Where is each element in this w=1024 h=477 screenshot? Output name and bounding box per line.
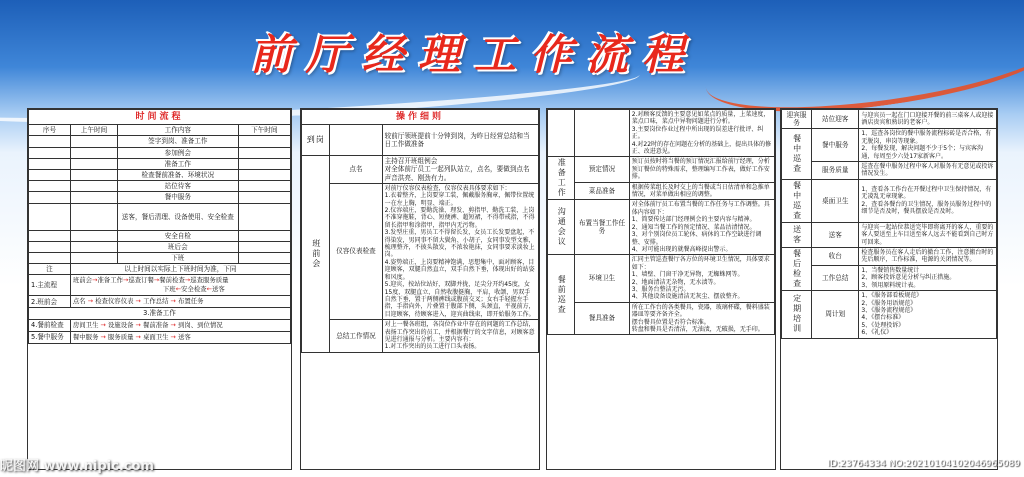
table-row — [29, 158, 291, 169]
flow2-label: 2.班前会 — [29, 296, 71, 308]
table-row — [29, 170, 291, 181]
tableware-label: 餐具准备 — [575, 302, 629, 335]
assign-tasks-text: 对全体前厅员工布置当餐的工作任务与工作调整。具体内容如下： 1、简要传达部门经理例会的主要内容与精神。 2、通知当餐工作的预定情况、菜品沽清情况。 3、对个别岗位员工轮休、病休的工作空缺进行调整、安排。 4、对可能出现的就餐高峰提出警示。 — [629, 200, 774, 255]
flow-step: 房间卫生 — [72, 320, 99, 329]
time-flow-table — [28, 109, 291, 344]
col-header-am: 上午时间 — [70, 125, 117, 136]
reservation-label: 预定情况 — [575, 157, 629, 182]
col-header-pm: 下午时间 — [238, 125, 290, 136]
see-off-group-label: 送客 — [782, 222, 812, 247]
table-row — [29, 203, 291, 230]
dish-prep-text: 根据传菜组长及时交上的当餐或当日估清单和急推单情况，对菜单做出相应的调整。 — [629, 182, 774, 200]
arrow-right-icon: → — [123, 276, 129, 285]
arrow-right-icon: → — [135, 320, 141, 329]
flow2-diagram — [70, 296, 290, 308]
greet-label: 站位迎客 — [812, 110, 859, 129]
flow-step: 餐中服务 — [72, 332, 99, 341]
flow-step: 安全检查 — [181, 285, 207, 294]
preparation-table — [547, 109, 775, 335]
welcome-service-label: 迎宾服务 — [782, 110, 812, 129]
col-header-no: 序号 — [29, 125, 71, 136]
table-row — [29, 192, 291, 203]
page-title: 前厅经理工作流程 — [250, 30, 699, 79]
preparation-label: 准备工作 — [548, 157, 575, 200]
arrow-right-icon: → — [92, 276, 98, 285]
flow4-diagram — [70, 319, 290, 331]
work-item: 餐中服务 — [118, 192, 239, 203]
work-item: 检查餐前准备、环境状况 — [118, 170, 239, 181]
flow-step: 送客 — [211, 285, 225, 294]
flow3-label: 3.准备工作 — [29, 308, 291, 319]
time-flow-header: 时间流程 — [29, 110, 291, 125]
service-panel — [780, 108, 998, 470]
work-item: 准备工作 — [118, 158, 239, 169]
flow-step: 检查仪容仪表 — [95, 297, 134, 306]
regular-training-label: 定期培训 — [782, 291, 812, 338]
assign-tasks-label: 布置当餐工作任务 — [575, 200, 629, 255]
table-row — [29, 136, 291, 147]
arrow-right-icon: → — [100, 332, 106, 341]
pre-meal-inspection-label: 餐前巡查 — [548, 255, 575, 335]
flow-step: 桌面卫生 — [142, 332, 169, 341]
flow5-diagram — [70, 331, 290, 343]
arrow-right-icon: → — [184, 276, 191, 285]
arrow-right-icon: → — [153, 276, 160, 285]
flow5-label: 5.餐中服务 — [29, 331, 71, 343]
flow-step: 巡查订餐 — [128, 276, 154, 285]
work-item: 签字到岗、准备工作 — [118, 136, 239, 147]
table-hygiene-text: 1、查看各工作台在开餐过程中卫生保持情况，有无凌乱无章现象。 2、查看各餐台的卫生情况，服务员服务过程中的细节是否及时，餐具摆放是否及时。 — [859, 179, 997, 222]
appearance-check-text: 对前厅仪容仪表检查，仪容仪表具体要求如下： 1.衣着整齐，上岗要穿工装，佩戴服务胸章，佩带位置统一在左上胸，明显、端正。 2.仪容端庄，要勤洗澡、理发、剪指甲、勤洗工装，上岗不准穿拖鞋，背心、短便裤、超短裙，不得带戒指，不得留长指甲和涂指甲，指甲内无污物。 3.发型庄重，男员工不得留长发，女员工长发要盘起，不得染发，男同事不留大鬓角、小胡子，女同事发型文雅，梳理整齐，不披头散发，不浓妆艳抹，女同事要求淡妆上岗。 4.姿势端正，上岗要精神饱满，思想集中，面对顾客，目迎顾客，双腿自然直立，双手自然下垂，体现出好的站姿和风度。 5.迎宾，按站位站好，双脚并拢，足尖分开约45度，女15度，双腿直立，自然收腹挺胸，平肩，收颌，男双手自然下垂，置于两侧裤线或腹前交叉；女右手轻握左手指，手指向外，片叠置于腹部下侧，头颈直，平视前方，目迎顾客，待顾客进入，迎宾曲线束，即开始服务工作。 — [382, 183, 538, 319]
time-flow-panel — [27, 108, 292, 470]
work-item: 安全自检 — [118, 230, 239, 241]
table-hygiene-label: 桌面卫生 — [812, 179, 859, 222]
col-header-content: 工作内容 — [118, 125, 239, 136]
work-summary-text-p4: 1、当餐销售数量统计 2、顾客投诉意见分析与纠正措施。 3、领用原料统计表。 — [859, 265, 997, 290]
see-off-label: 送客 — [812, 222, 859, 247]
clear-table-label: 收台 — [812, 248, 859, 266]
arrow-left-icon: ← — [206, 285, 212, 294]
operation-rules-table — [301, 109, 539, 353]
note-label: 注 — [29, 264, 71, 275]
flow-step: 点名 — [72, 297, 86, 306]
arrow-right-icon: → — [170, 332, 176, 341]
flow-step: 设施设备 — [107, 320, 134, 329]
watermark: 昵图网 www.nipic.com — [0, 459, 154, 474]
flow1-diagram — [70, 275, 290, 296]
roll-call-label: 点名 — [330, 156, 382, 184]
flow-step: 准备工作 — [97, 276, 123, 285]
note-text: 以上时间以实际上下班时间为准，下同 — [70, 264, 290, 275]
flow-step: 送客 — [177, 332, 191, 341]
operation-rules-panel — [300, 108, 540, 470]
arrow-left-icon: ← — [175, 285, 182, 294]
arrow-right-icon: → — [170, 320, 176, 329]
id-tag: ID:23764334 NO:20210104102046965089 — [827, 459, 1020, 469]
flow-step: 班前会 — [72, 276, 93, 285]
see-off-text: 与迎宾一起站位恭送完毕即将离开的客人，重要的客人要送至上车目送至客人远去不能看到自己时方可回来。 — [859, 222, 997, 247]
arrow-right-icon: → — [170, 297, 176, 306]
service-table — [781, 109, 997, 339]
arrow-right-icon: → — [135, 297, 141, 306]
table-row — [29, 253, 291, 264]
work-summary-text: 对上一餐各班组，各岗位作业中存在的问题的工作总结，表扬工作突出的员工，并根据餐厅的文字信息，对顾客意见进行通报与分析。主要内容有： 1.对工作突出的员工进行口头表扬。 — [382, 320, 538, 353]
work-item: 送客，餐后清理、设备使用、安全检查 — [118, 203, 239, 230]
flow1-label: 1.主流程 — [29, 275, 71, 296]
communication-meeting-label: 沟通会议 — [548, 200, 575, 255]
clear-table-text: 检查服务员在客人走后的撤台工作，注意搬台时的先后顺序，工作标准，电源的关闭情况等。 — [859, 248, 997, 266]
flow-step: 工作总结 — [142, 297, 169, 306]
in-meal-inspection-label-2: 餐中巡查 — [782, 179, 812, 222]
work-summary-label-p4: 工作总结 — [812, 265, 859, 290]
arrival-text: 较前厅领班提前十分钟到岗，为昨日经营总结和当日工作做准备 — [382, 125, 538, 156]
environment-text: 汇同主管巡查餐厅各方位的环境卫生情况，具体要求如下： 1、墙壁、门窗干净无异物，无蜘蛛网等。 2、地面清洁无杂物，无水渍等。 3、服务台整洁无污。 4、其他设备设施清洁无灰尘、摆放整齐。 — [629, 255, 774, 302]
arrow-right-icon: → — [87, 297, 94, 306]
in-meal-service-text: 1、巡查各岗位的餐中服务流程标砖是否合格，有无脱岗，串岗等现象。 2、每餐发现，解决问题不少于5个；与宾客沟通，每周至少六处17家新客户。 — [859, 129, 997, 162]
weekly-plan-text: 1、《服务部看板规范》 2、《服务用语规范》 3、《服务流程规范》 4、《摆台标准》 5、《处理投诉》 6、《礼仪》 — [859, 291, 997, 338]
appearance-check-label: 仪容仪表检查 — [330, 183, 382, 319]
work-summary-label: 总结工作情况 — [330, 320, 382, 353]
table-row — [29, 241, 291, 252]
work-item: 班后会 — [118, 241, 239, 252]
service-quality-label: 服务质量 — [812, 162, 859, 180]
post-meal-check-label: 餐后检查 — [782, 248, 812, 291]
flow-step: 餐前检查 — [159, 276, 185, 285]
flow-step: 到岗、到位情况 — [177, 320, 223, 329]
arrow-right-icon: → — [135, 332, 141, 341]
dish-prep-label: 菜品准备 — [575, 182, 629, 200]
flow-step: 服务质量 — [107, 332, 134, 341]
reservation-text: 预订员按时将当餐的预订情况汇报给前厅经理，分析预订餐位的特殊需求，整理编写工作表，做好工作安排。 — [629, 157, 774, 182]
flow-step: 布置任务 — [177, 297, 204, 306]
service-quality-text: 巡查在餐中服务过程中客人对服务有无意见或投诉情况发生。 — [859, 162, 997, 180]
work-item: 参加例会 — [118, 147, 239, 158]
flow-step: 下班 — [162, 285, 176, 294]
pre-shift-meeting-label: 班前会 — [302, 156, 330, 353]
work-item: 站位待客 — [118, 181, 239, 192]
work-item: 下班 — [118, 253, 239, 264]
preparation-panel — [546, 108, 776, 470]
flow4-label: 4.餐前检查 — [29, 319, 71, 331]
table-row — [29, 147, 291, 158]
weekly-plan-label: 周计划 — [812, 291, 859, 338]
tableware-text: 所在工作台的各类餐具，瓷器，玻璃杯碟，餐料盛装器皿等要齐备齐全。 摆台餐具位置是否符合标准。 转盘和餐具是否清洁，无油渍，无破损，无手印。 — [629, 302, 774, 335]
flow-step: 巡查服务质量 — [190, 276, 229, 285]
in-meal-inspection-label: 餐中巡查 — [782, 129, 812, 179]
greet-text: 与迎宾员一起在门口迎接开餐的前三桌客人或迎接酒店贵宾和熟识的老客户。 — [859, 110, 997, 129]
roll-call-text: 主持召开班组例会 对全体前厅员工一起列队站立，点名，要做到点名声音洪亮、刚劲有力。 — [382, 156, 538, 184]
arrival-label: 到岗 — [302, 125, 330, 156]
flow-step: 餐前准备 — [142, 320, 169, 329]
table-row — [29, 230, 291, 241]
environment-label: 环境卫生 — [575, 255, 629, 302]
summary-continued-text: 2.对顾客反馈的主要意见如菜点的质量，上菜速度，菜点口味，菜点中异物问题进行分析。 3.主要岗位作业过程中所出现的误差进行批评、纠正。 4.对22时的存在问题在分析的基础上，提出具体的修正、改进意见。 — [629, 110, 774, 157]
operation-rules-header: 操作细则 — [302, 110, 539, 125]
table-row — [29, 181, 291, 192]
in-meal-service-label: 餐中服务 — [812, 129, 859, 162]
arrow-right-icon: → — [100, 320, 106, 329]
